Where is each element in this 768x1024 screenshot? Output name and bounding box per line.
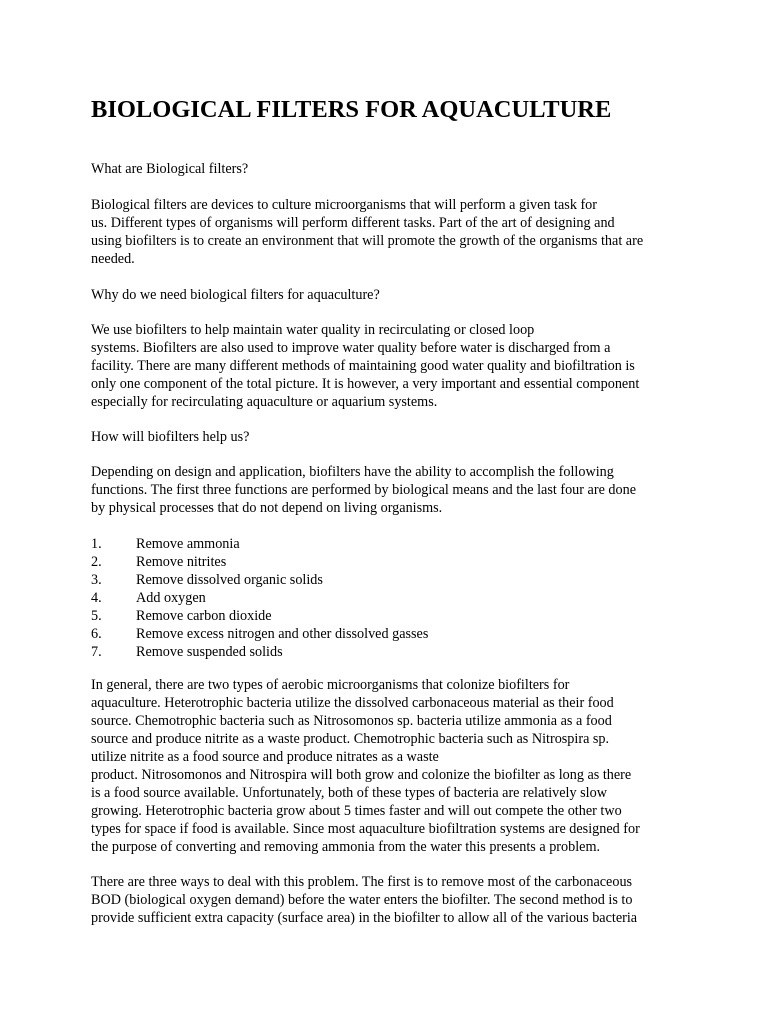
paragraph-line: utilize nitrite as a food source and produce nitrates as a waste bbox=[91, 749, 439, 765]
paragraph-line: by physical processes that do not depend on living organisms. bbox=[91, 500, 443, 516]
paragraph-line: aquaculture. Heterotrophic bacteria utilize the dissolved carbonaceous material as their food bbox=[91, 695, 614, 711]
paragraph-bacteria-types bbox=[91, 676, 640, 856]
list-text: Remove nitrites bbox=[136, 554, 227, 570]
paragraph-line: Biological filters are devices to culture microorganisms that will perform a given task for bbox=[91, 197, 598, 213]
list-item bbox=[91, 607, 428, 625]
list-number: 7. bbox=[91, 644, 102, 660]
list-item bbox=[91, 553, 428, 571]
list-text: Remove dissolved organic solids bbox=[136, 572, 323, 588]
paragraph-line: There are three ways to deal with this problem. The first is to remove most of the carbonaceous bbox=[91, 874, 633, 890]
paragraph-line: growing. Heterotrophic bacteria grow about 5 times faster and will out compete the other two bbox=[91, 803, 622, 819]
paragraph-line: In general, there are two types of aerobic microorganisms that colonize biofilters for bbox=[91, 677, 570, 693]
paragraph-line: Depending on design and application, biofilters have the ability to accomplish the following bbox=[91, 464, 614, 480]
paragraph-line: provide sufficient extra capacity (surface area) in the biofilter to allow all of the various bacteria bbox=[91, 910, 638, 926]
paragraph-definition bbox=[91, 196, 643, 268]
list-number: 3. bbox=[91, 572, 102, 588]
list-text: Remove ammonia bbox=[136, 536, 240, 552]
list-text: Remove carbon dioxide bbox=[136, 608, 272, 624]
list-text: Remove suspended solids bbox=[136, 644, 283, 660]
paragraph-line: We use biofilters to help maintain water quality in recirculating or closed loop bbox=[91, 322, 535, 338]
paragraph-solutions bbox=[91, 873, 637, 927]
list-number: 1. bbox=[91, 536, 102, 552]
list-item bbox=[91, 643, 428, 661]
paragraph-line: functions. The first three functions are performed by biological means and the last four are done bbox=[91, 482, 636, 498]
paragraph-line: product. Nitrosomonos and Nitrospira will both grow and colonize the biofilter as long as there bbox=[91, 767, 632, 783]
list-text: Add oxygen bbox=[136, 590, 206, 606]
paragraph-line: source. Chemotrophic bacteria such as Nitrosomonos sp. bacteria utilize ammonia as a food bbox=[91, 713, 612, 729]
list-number: 2. bbox=[91, 554, 102, 570]
paragraph-why bbox=[91, 321, 639, 411]
paragraph-line: is a food source available. Unfortunately, both of these types of bacteria are relatively slow bbox=[91, 785, 607, 801]
list-item bbox=[91, 571, 428, 589]
functions-list bbox=[91, 535, 428, 661]
question-how-help: How will biofilters help us? bbox=[91, 429, 250, 445]
list-item bbox=[91, 589, 428, 607]
list-item bbox=[91, 625, 428, 643]
paragraph-line: especially for recirculating aquaculture or aquarium systems. bbox=[91, 394, 438, 410]
paragraph-line: using biofilters is to create an environment that will promote the growth of the organisms that are bbox=[91, 233, 644, 249]
list-number: 4. bbox=[91, 590, 102, 606]
list-number: 6. bbox=[91, 626, 102, 642]
paragraph-line: only one component of the total picture. It is however, a very important and essential component bbox=[91, 376, 640, 392]
paragraph-line: types for space if food is available. Since most aquaculture biofiltration systems are designed for bbox=[91, 821, 640, 837]
paragraph-line: source and produce nitrite as a waste product. Chemotrophic bacteria such as Nitrospira sp. bbox=[91, 731, 610, 747]
list-number: 5. bbox=[91, 608, 102, 624]
paragraph-line: systems. Biofilters are also used to improve water quality before water is discharged from a bbox=[91, 340, 611, 356]
question-what-are-biofilters: What are Biological filters? bbox=[91, 161, 249, 177]
document-title: BIOLOGICAL FILTERS FOR AQUACULTURE bbox=[91, 96, 612, 123]
list-item bbox=[91, 535, 428, 553]
paragraph-functions-intro bbox=[91, 463, 636, 517]
paragraph-line: facility. There are many different methods of maintaining good water quality and biofiltration is bbox=[91, 358, 635, 374]
paragraph-line: us. Different types of organisms will perform different tasks. Part of the art of designing and bbox=[91, 215, 615, 231]
question-why-need-biofilters: Why do we need biological filters for aquaculture? bbox=[91, 287, 380, 303]
paragraph-line: BOD (biological oxygen demand) before the water enters the biofilter. The second method is to bbox=[91, 892, 633, 908]
paragraph-line: the purpose of converting and removing ammonia from the water this presents a problem. bbox=[91, 839, 601, 855]
paragraph-line: needed. bbox=[91, 251, 135, 267]
list-text: Remove excess nitrogen and other dissolved gasses bbox=[136, 626, 429, 642]
